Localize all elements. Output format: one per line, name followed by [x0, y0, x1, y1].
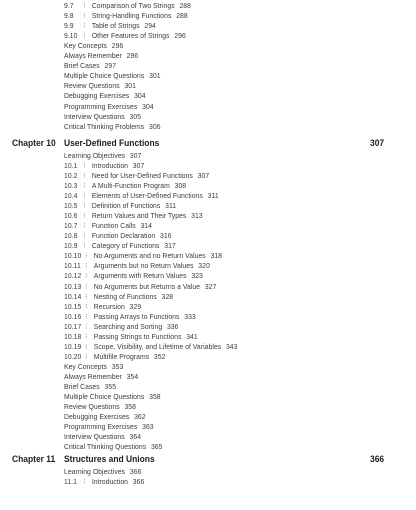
entry-page-number: 318 — [210, 252, 223, 261]
toc-entry — [64, 91, 146, 101]
entry-page-number: 288 — [179, 2, 191, 10]
entry-page-number: 355 — [104, 382, 117, 391]
entry-page-number: 297 — [104, 62, 117, 71]
chapter-label: Chapter 11 — [12, 454, 56, 464]
toc-entry — [64, 71, 161, 81]
dotted-separator-icon: ⁝ — [83, 232, 86, 241]
toc-entry — [64, 271, 203, 281]
section-number: 10.17 — [64, 322, 82, 331]
section-number: 10.14 — [64, 292, 82, 301]
dotted-separator-icon: ⁝ — [83, 12, 86, 21]
section-number: 10.2 — [64, 172, 78, 181]
entry-title: Scope, Visibility, and Lifetime of Variables — [93, 342, 222, 351]
section-number: 9.7 — [64, 2, 74, 10]
section-number: 10.4 — [64, 192, 78, 201]
entry-title: Introduction — [91, 162, 129, 171]
entry-page-number: 311 — [207, 192, 219, 201]
section-number: 9.9 — [64, 22, 74, 31]
section-number: 10.16 — [64, 312, 82, 321]
entry-title: Debugging Exercises — [64, 413, 130, 422]
entry-title: Introduction — [91, 478, 129, 486]
toc-entry — [64, 432, 141, 442]
toc-entry — [64, 342, 237, 352]
section-number: 9.10 — [64, 32, 78, 41]
entry-title: No Arguments and no Return Values — [93, 252, 206, 261]
entry-title: Function Declaration — [91, 232, 156, 241]
entry-title: Function Calls — [91, 222, 136, 231]
entry-page-number: 288 — [176, 12, 188, 21]
toc-entry — [64, 302, 141, 312]
entry-page-number: 328 — [161, 292, 174, 301]
entry-title: Brief Cases — [64, 382, 100, 391]
entry-title: Brief Cases — [64, 62, 100, 71]
chapter-page-number: 366 — [370, 454, 385, 464]
entry-page-number: 320 — [198, 262, 210, 271]
dotted-separator-icon: ⁝ — [85, 322, 88, 331]
section-number: 10.7 — [64, 222, 78, 231]
entry-title: String-Handling Functions — [91, 12, 172, 21]
dotted-separator-icon: ⁝ — [85, 312, 88, 321]
toc-entry — [64, 221, 152, 231]
entry-page-number: 304 — [142, 102, 154, 111]
toc-entry — [64, 51, 138, 61]
toc-entry — [64, 122, 161, 132]
entry-page-number: 329 — [129, 302, 142, 311]
entry-title: Searching and Sorting — [93, 322, 163, 331]
section-number: 10.18 — [64, 332, 82, 341]
entry-title: Critical Thinking Questions — [64, 443, 147, 452]
dotted-separator-icon: ⁝ — [83, 2, 86, 10]
entry-title: Passing Strings to Functions — [93, 332, 182, 341]
dotted-separator-icon: ⁝ — [83, 212, 86, 221]
toc-entry — [64, 362, 123, 372]
entry-page-number: 306 — [149, 122, 161, 131]
section-number: 10.12 — [64, 272, 82, 281]
entry-page-number: 343 — [225, 342, 238, 351]
dotted-separator-icon: ⁝ — [83, 222, 86, 231]
toc-entry — [64, 312, 196, 322]
section-number: 10.6 — [64, 212, 78, 221]
toc-entry — [64, 31, 186, 41]
toc-entry — [64, 292, 173, 302]
entry-title: Multiple Choice Questions — [64, 72, 145, 81]
entry-title: Debugging Exercises — [64, 92, 130, 101]
section-number: 9.8 — [64, 12, 74, 21]
toc-entry — [64, 41, 123, 51]
entry-page-number: 305 — [129, 112, 142, 121]
entry-title: Interview Questions — [64, 112, 125, 121]
chapter-title: User-Defined Functions — [64, 138, 160, 148]
entry-page-number: 358 — [124, 403, 136, 411]
entry-title: Table of Strings — [91, 22, 140, 31]
toc-entry — [64, 241, 176, 251]
entry-page-number: 327 — [204, 282, 217, 291]
dotted-separator-icon: ⁝ — [83, 182, 86, 191]
section-number: 10.5 — [64, 202, 78, 211]
entry-title: Key Concepts — [64, 42, 107, 51]
toc-entry — [64, 181, 186, 191]
section-number: 10.13 — [64, 282, 82, 291]
entry-title: Critical Thinking Problems — [64, 122, 145, 131]
toc-entry — [64, 112, 141, 122]
toc-entry — [64, 477, 144, 487]
entry-title: Always Remember — [64, 372, 122, 381]
entry-page-number: 313 — [191, 212, 203, 221]
section-number: 10.20 — [64, 352, 82, 361]
dotted-separator-icon: ⁝ — [85, 252, 88, 261]
toc-entry — [64, 322, 178, 332]
entry-title: Always Remember — [64, 52, 122, 61]
toc-entry — [64, 442, 162, 452]
toc-entry — [64, 402, 136, 412]
toc-entry — [64, 1, 191, 11]
entry-title: A Multi-Function Program — [91, 182, 170, 191]
entry-title: Recursion — [93, 302, 125, 311]
entry-title: Passing Arrays to Functions — [93, 312, 180, 321]
entry-page-number: 336 — [166, 322, 179, 331]
toc-entry — [64, 382, 116, 392]
entry-title: Review Questions — [64, 403, 120, 411]
entry-title: Return Values and Their Types — [91, 212, 187, 221]
entry-page-number: 358 — [149, 392, 161, 401]
dotted-separator-icon: ⁝ — [83, 202, 86, 211]
entry-page-number: 308 — [174, 182, 187, 191]
toc-entry — [64, 231, 172, 241]
entry-title: Comparison of Two Strings — [91, 2, 175, 10]
entry-page-number: 317 — [164, 242, 176, 251]
section-number: 10.3 — [64, 182, 78, 191]
entry-page-number: 301 — [149, 72, 161, 81]
entry-title: Review Questions — [64, 82, 120, 91]
entry-page-number: 366 — [129, 468, 142, 476]
entry-page-number: 307 — [129, 152, 142, 160]
toc-entry — [64, 352, 165, 362]
toc-entry — [64, 211, 203, 221]
toc-entry — [64, 11, 188, 21]
entry-page-number: 362 — [134, 413, 146, 422]
entry-page-number: 363 — [142, 423, 154, 432]
dotted-separator-icon: ⁝ — [85, 352, 88, 361]
entry-page-number: 296 — [174, 32, 186, 41]
entry-title: Arguments but no Return Values — [93, 262, 194, 271]
entry-page-number: 365 — [150, 443, 163, 452]
dotted-separator-icon: ⁝ — [85, 342, 88, 351]
toc-entry — [64, 61, 116, 71]
entry-page-number: 294 — [144, 22, 156, 31]
chapter-page-number: 307 — [370, 138, 385, 148]
entry-page-number: 307 — [197, 172, 210, 181]
entry-title: No Arguments but Returns a Value — [93, 282, 201, 291]
dotted-separator-icon: ⁝ — [83, 32, 86, 41]
entry-title: Programming Exercises — [64, 102, 138, 111]
entry-page-number: 353 — [111, 362, 124, 371]
section-number: 11.1 — [64, 478, 77, 486]
entry-title: Need for User-Defined Functions — [91, 172, 193, 181]
entry-page-number: 333 — [184, 312, 196, 321]
entry-page-number: 323 — [191, 272, 203, 281]
dotted-separator-icon: ⁝ — [85, 292, 88, 301]
dotted-separator-icon: ⁝ — [83, 22, 86, 31]
toc-entry — [64, 372, 138, 382]
entry-page-number: 311 — [165, 202, 177, 211]
dotted-separator-icon: ⁝ — [85, 282, 88, 291]
section-number: 10.1 — [64, 162, 78, 171]
toc-entry — [64, 412, 146, 422]
toc-entry — [64, 191, 219, 201]
section-number: 10.10 — [64, 252, 82, 261]
entry-title: Interview Questions — [64, 433, 125, 442]
dotted-separator-icon: ⁝ — [85, 302, 88, 311]
entry-page-number: 296 — [111, 42, 124, 51]
entry-page-number: 364 — [129, 433, 142, 442]
dotted-separator-icon: ⁝ — [85, 332, 88, 341]
entry-title: Elements of User-Defined Functions — [91, 192, 203, 201]
chapter-title: Structures and Unions — [64, 454, 155, 464]
dotted-separator-icon: ⁝ — [83, 478, 86, 486]
dotted-separator-icon: ⁝ — [83, 192, 86, 201]
entry-page-number: 314 — [140, 222, 152, 231]
entry-page-number: 316 — [160, 232, 172, 241]
chapter-label: Chapter 10 — [12, 138, 56, 148]
section-number: 10.9 — [64, 242, 78, 251]
toc-entry — [64, 261, 210, 271]
section-number: 10.11 — [64, 262, 81, 271]
toc-entry — [64, 201, 176, 211]
entry-page-number: 296 — [126, 52, 139, 61]
entry-page-number: 341 — [186, 332, 198, 341]
toc-entry — [64, 171, 209, 181]
entry-title: Nesting of Functions — [93, 292, 157, 301]
entry-title: Definition of Functions — [91, 202, 161, 211]
section-number: 10.8 — [64, 232, 78, 241]
toc-entry — [64, 161, 144, 171]
dotted-separator-icon: ⁝ — [85, 272, 88, 281]
dotted-separator-icon: ⁝ — [85, 262, 88, 271]
section-number: 10.15 — [64, 302, 82, 311]
entry-page-number: 301 — [124, 82, 136, 91]
toc-entry — [64, 392, 161, 402]
entry-title: Arguments with Return Values — [93, 272, 187, 281]
dotted-separator-icon: ⁝ — [83, 172, 86, 181]
entry-page-number: 354 — [126, 372, 139, 381]
entry-title: Key Concepts — [64, 362, 107, 371]
dotted-separator-icon: ⁝ — [83, 162, 86, 171]
toc-entry — [64, 251, 222, 261]
section-number: 10.19 — [64, 342, 82, 351]
entry-page-number: 352 — [153, 352, 166, 361]
entry-title: Category of Functions — [91, 242, 160, 251]
toc-entry — [64, 467, 141, 477]
entry-page-number: 304 — [134, 92, 146, 101]
toc-entry — [64, 332, 198, 342]
entry-title: Multifile Programs — [93, 352, 150, 361]
toc-entry — [64, 81, 136, 91]
entry-page-number: 307 — [132, 162, 145, 171]
entry-title: Learning Objectives — [64, 152, 126, 160]
toc-entry — [64, 422, 154, 432]
toc-entry — [64, 151, 141, 161]
toc-entry — [64, 282, 216, 292]
dotted-separator-icon: ⁝ — [83, 242, 86, 251]
toc-entry — [64, 21, 156, 31]
entry-title: Learning Objectives — [64, 468, 126, 476]
entry-title: Multiple Choice Questions — [64, 392, 145, 401]
toc-entry — [64, 102, 154, 112]
entry-title: Other Features of Strings — [91, 32, 170, 41]
entry-page-number: 366 — [132, 478, 145, 486]
entry-title: Programming Exercises — [64, 423, 138, 432]
